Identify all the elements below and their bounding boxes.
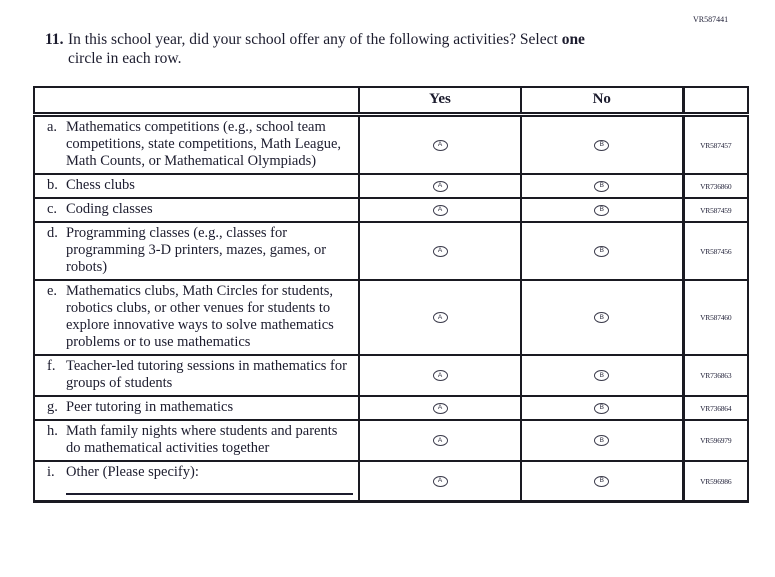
yes-bubble-letter: A xyxy=(437,371,443,379)
activity-cell xyxy=(34,420,359,461)
yes-bubble[interactable] xyxy=(433,181,448,192)
no-cell xyxy=(521,396,683,420)
yes-bubble[interactable] xyxy=(433,403,448,414)
activity-cell xyxy=(34,280,359,355)
yes-bubble[interactable] xyxy=(433,435,448,446)
no-bubble[interactable] xyxy=(594,205,609,216)
yes-bubble[interactable] xyxy=(433,205,448,216)
activities-table xyxy=(33,86,749,503)
row-letter: d. xyxy=(47,225,58,241)
no-bubble[interactable] xyxy=(594,140,609,151)
no-bubble-letter: B xyxy=(599,247,604,255)
activity-label: Mathematics clubs, Math Circles for students, robotics clubs, or other venues for students to explore innovative ways to solve mathematics problems or to use mathematics xyxy=(66,283,334,350)
no-cell xyxy=(521,420,683,461)
table-row xyxy=(34,222,748,280)
yes-bubble-letter: A xyxy=(437,206,443,214)
row-code: VR736864 xyxy=(683,396,748,420)
question-block xyxy=(45,31,695,68)
yes-cell xyxy=(359,396,521,420)
activity-label: Chess clubs xyxy=(66,177,135,193)
activity-label: Mathematics competitions (e.g., school team competitions, state competitions, Math League, Math Counts, or Mathematical Olympiads) xyxy=(66,119,342,169)
activity-label: Programming classes (e.g., classes for programming 3-D printers, mazes, games, or robots) xyxy=(66,225,327,275)
no-cell xyxy=(521,280,683,355)
row-code: VR736863 xyxy=(683,355,748,396)
yes-bubble[interactable] xyxy=(433,140,448,151)
question-text-line1: In this school year, did your school offer any of the following activities? Select xyxy=(68,31,562,48)
header-yes: Yes xyxy=(359,87,521,115)
yes-bubble-letter: A xyxy=(437,182,443,190)
row-letter: g. xyxy=(47,399,58,415)
activity-cell xyxy=(34,174,359,198)
row-code: VR587457 xyxy=(683,115,748,175)
row-letter: e. xyxy=(47,283,58,299)
no-bubble[interactable] xyxy=(594,476,609,487)
activity-cell xyxy=(34,222,359,280)
no-cell xyxy=(521,198,683,222)
activity-cell xyxy=(34,115,359,175)
no-bubble-letter: B xyxy=(599,313,604,321)
activity-label: Peer tutoring in mathematics xyxy=(66,399,234,415)
question-number: 11. xyxy=(45,31,64,48)
yes-cell xyxy=(359,174,521,198)
no-bubble-letter: B xyxy=(599,436,604,444)
header-no: No xyxy=(521,87,683,115)
yes-cell xyxy=(359,222,521,280)
no-bubble-letter: B xyxy=(599,404,604,412)
yes-bubble[interactable] xyxy=(433,370,448,381)
activity-label: Teacher-led tutoring sessions in mathematics for groups of students xyxy=(66,358,347,391)
row-letter: b. xyxy=(47,177,58,193)
yes-cell xyxy=(359,115,521,175)
row-letter: i. xyxy=(47,464,55,480)
table-row xyxy=(34,420,748,461)
table-row xyxy=(34,280,748,355)
yes-bubble-letter: A xyxy=(437,477,443,485)
no-cell xyxy=(521,222,683,280)
header-row xyxy=(34,87,748,115)
no-bubble-letter: B xyxy=(599,182,604,190)
activity-label: Coding classes xyxy=(66,201,153,217)
activity-cell xyxy=(34,355,359,396)
row-letter: h. xyxy=(47,423,58,439)
yes-bubble-letter: A xyxy=(437,313,443,321)
table-row xyxy=(34,396,748,420)
yes-cell xyxy=(359,198,521,222)
yes-cell xyxy=(359,355,521,396)
yes-bubble-letter: A xyxy=(437,436,443,444)
activity-cell xyxy=(34,461,359,502)
no-bubble[interactable] xyxy=(594,312,609,323)
question-bold-word: one xyxy=(561,31,585,48)
yes-bubble-letter: A xyxy=(437,141,443,149)
no-bubble[interactable] xyxy=(594,246,609,257)
yes-cell xyxy=(359,280,521,355)
header-activity xyxy=(34,87,359,115)
yes-cell xyxy=(359,461,521,502)
row-code: VR587460 xyxy=(683,280,748,355)
row-letter: c. xyxy=(47,201,58,217)
writein-line[interactable] xyxy=(66,493,353,495)
no-cell xyxy=(521,174,683,198)
activities-table-container xyxy=(33,86,749,503)
activity-label: Other (Please specify): xyxy=(66,464,199,480)
yes-bubble[interactable] xyxy=(433,246,448,257)
activity-label: Math family nights where students and parents do mathematical activities together xyxy=(66,423,338,456)
no-cell xyxy=(521,355,683,396)
form-code: VR587441 xyxy=(693,15,729,24)
row-code: VR736860 xyxy=(683,174,748,198)
yes-cell xyxy=(359,420,521,461)
row-code: VR587459 xyxy=(683,198,748,222)
no-bubble-letter: B xyxy=(599,477,604,485)
table-row xyxy=(34,461,748,502)
table-row xyxy=(34,174,748,198)
no-cell xyxy=(521,115,683,175)
no-bubble[interactable] xyxy=(594,435,609,446)
row-code: VR587456 xyxy=(683,222,748,280)
no-bubble[interactable] xyxy=(594,403,609,414)
header-code xyxy=(683,87,748,115)
no-cell xyxy=(521,461,683,502)
yes-bubble[interactable] xyxy=(433,476,448,487)
yes-bubble[interactable] xyxy=(433,312,448,323)
no-bubble[interactable] xyxy=(594,370,609,381)
row-code: VR596986 xyxy=(683,461,748,502)
question-text-line2: circle in each row. xyxy=(68,49,182,67)
no-bubble[interactable] xyxy=(594,181,609,192)
no-bubble-letter: B xyxy=(599,141,604,149)
row-code: VR596979 xyxy=(683,420,748,461)
yes-bubble-letter: A xyxy=(437,404,443,412)
question-text xyxy=(68,31,585,68)
no-bubble-letter: B xyxy=(599,206,604,214)
row-letter: a. xyxy=(47,119,58,135)
activity-cell xyxy=(34,396,359,420)
table-row xyxy=(34,355,748,396)
yes-bubble-letter: A xyxy=(437,247,443,255)
table-row xyxy=(34,198,748,222)
row-letter: f. xyxy=(47,358,56,374)
table-row xyxy=(34,115,748,175)
no-bubble-letter: B xyxy=(599,371,604,379)
activity-cell xyxy=(34,198,359,222)
